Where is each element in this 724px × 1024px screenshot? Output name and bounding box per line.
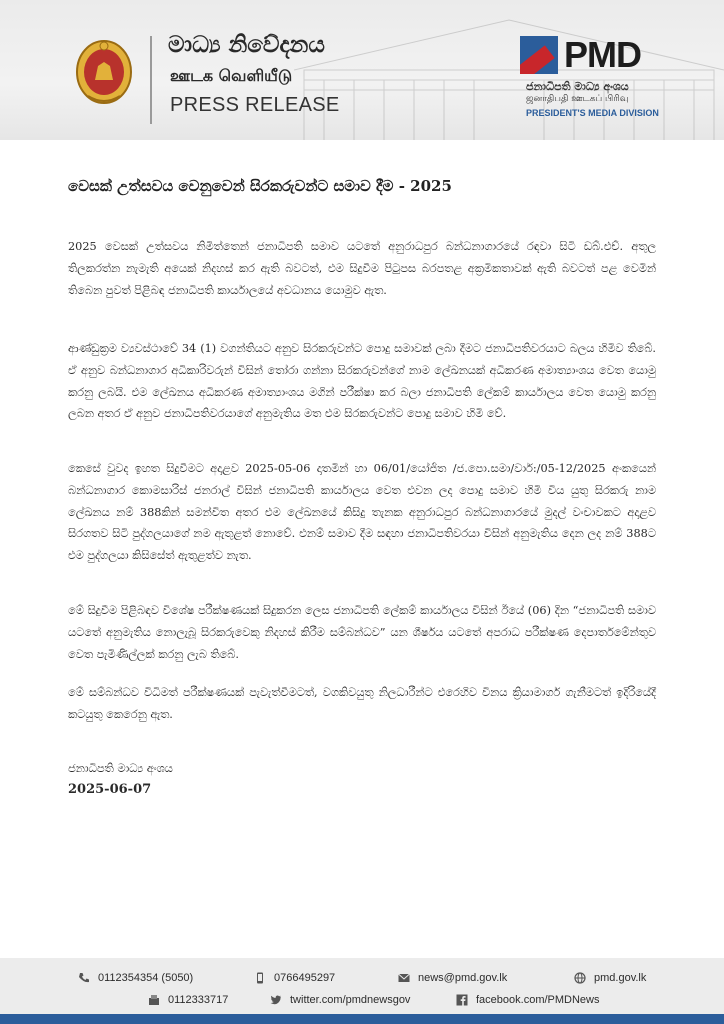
mobile-icon [254,972,266,984]
footer-accent-bar [0,1014,724,1024]
pmd-logo [520,36,645,76]
sri-lanka-emblem-icon [74,36,134,106]
footer-mobile [254,972,335,984]
org-name-english: PRESIDENT'S MEDIA DIVISION [526,108,659,118]
press-release-title-sinhala: මාධ්‍ය නිවේදනය [168,32,325,58]
footer-email-text: news@pmd.gov.lk [418,972,508,984]
footer-mobile-text: 0766495297 [274,972,336,984]
footer-website [574,972,646,984]
footer-phone [78,972,193,984]
globe-icon [574,972,586,984]
document-title: වෙසක් උත්සවය වෙනුවෙන් සිරකරුවන්ට සමාව දීම - 2025 [68,177,452,195]
press-release-title-tamil: ஊடக வெளியீடு [170,66,293,85]
footer-fax [148,994,228,1006]
pmd-logo-mark [520,36,558,74]
mail-icon [398,972,410,984]
twitter-icon [270,994,282,1006]
footer-email [398,972,507,984]
footer-twitter-text: twitter.com/pmdnewsgov [290,994,411,1006]
footer-facebook-text: facebook.com/PMDNews [476,994,600,1006]
footer-twitter [270,994,410,1006]
org-name-tamil: ஜனாதிபதி ஊடகப் பிரிவு [526,94,629,104]
org-name-sinhala: ජනාධිපති මාධ්‍ය අංශය [526,80,629,93]
facebook-icon [456,994,468,1006]
press-release-title-english: PRESS RELEASE [170,94,340,116]
phone-icon [78,972,90,984]
footer-phone-text: 0112354354 (5050) [98,972,194,984]
footer-fax-text: 0112333717 [168,994,229,1006]
header-divider [150,36,152,124]
signature-date: 2025-06-07 [68,782,152,797]
paragraph-1: 2025 වෙසක් උත්සවය නිමිත්තෙන් ජනාධිපති සමාව යටතේ අනුරාධපුර බන්ධනාගාරයේ රඳවා සිටි ඩබ්.එච්. අතුල තිලකරත්න නැමැති අයෙක් නිදහස් කර ඇති බවටත්, එම සිදුවීම පිටුපස බරපතළ අක්‍රමිකතාවක් ඇති බවටත් පළ වෙමින් තිබෙන පුවත් පිළිබඳ ජනාධිපති කාර්යාලයේ අවධානය යොමුව ඇත. [68,240,656,297]
footer-facebook [456,994,600,1006]
paragraph-5: මේ සම්බන්ධව විධිමත් පරීක්ෂණයක් පැවැත්වීමටත්, වගකිවයුතු නිලධාරීන්ට එරෙහිව විනය ක්‍රියාමාර්ග ගැනීමටත් ඉදිරියේදී කටයුතු කෙරෙනු ඇත. [68,686,656,721]
fax-icon [148,994,160,1006]
paragraph-4: මේ සිදුවීම පිළිබඳව විශේෂ පරීක්ෂණයක් සිදුකරන ලෙස ජනාධිපති ලේකම් කාර්යාලය විසින් ඊයේ (06) දින “ජනාධිපති සමාව යටතේ අනුමැතිය නොලැබූ සිරකරුවෙකු නිදහස් කිරීම සම්බන්ධව” යන ශීර්ෂය යටතේ අපරාධ පරීක්ෂණ දෙපාර්තමේන්තුව වෙත පැමිණිල්ලක් කරනු ලැබ තිබේ. [68,604,656,661]
contact-footer [0,958,724,1014]
footer-website-text: pmd.gov.lk [594,972,647,984]
paragraph-3: කෙසේ වුවද ඉහත සිදුවීමට අදාළව 2025-05-06 දාතමින් හා 06/01/යෝජිත /ජ.පො.සමා/වාර්:/05-12/2025 අංකයෙන් බන්ධනාගාර කොමසාරිස් ජනරාල් විසින් ජනාධිපති කාර්යාලය වෙත එවන ලද පොදු සමාව හිමි විය යුතු සිරකරු නාම ලේඛනය නම් 388කින් සමන්විත අතර එම ලේඛනයේ කිසිදු තැනක අනුරාධපුර බන්ධනාගාරයේ මුදල් වංචාවකට අදාළව සිරගතව සිටි පුද්ගලයාගේ නම ඇතුළත් නොවේ. එනම් සමාව දීම සඳහා ජනාධිපතිවරයා විසින් අනුමැතිය දෙන ලද නම් 388ට එම පුද්ගලයා කිසිසේත් ඇතුළත්ව නැත. [68,462,656,563]
building-illustration [294,0,724,140]
pmd-logo-text: PMD [564,34,641,75]
paragraph-2: ආණ්ඩුක්‍රම ව්‍යවස්ථාවේ 34 (1) වගන්තියට අනුව සිරකරුවන්ට පොදු සමාවක් ලබා දීමට ජනාධිපතිවරයාට බලය හිමිව තිබේ. ඒ අනුව බන්ධනාගාර අධිකාරිවරුන් විසින් තෝරා ගන්නා සිරකරුවන්ගේ නාම ලේඛනයක් අධිකරණ අමාත්‍යාංශය වෙත යොමු කරනු ලබයි. එම ලේඛනය අධිකරණ අමාත්‍යාංශය මගින් පරීක්ෂා කර බලා ජනාධිපති ලේකම් කාර්යාලය වෙත යොමු කරනු ලබන අතර ඒ අනුව ජනාධිපතිවරයාගේ අනුමැතිය මත එම සිරකරුවන්ට පොදු සමාව හිමි වේ. [68,342,656,421]
signature-name: ජනාධිපති මාධ්‍ය අංශය [68,762,173,775]
header-banner [0,0,724,140]
